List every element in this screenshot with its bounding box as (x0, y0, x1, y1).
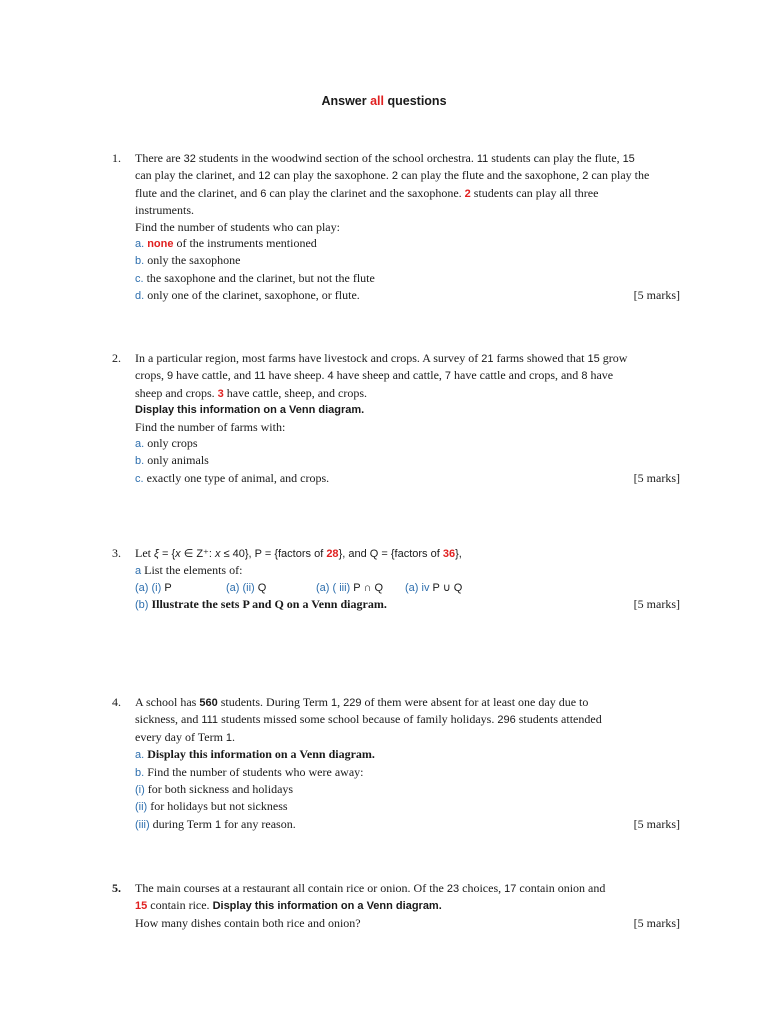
question-text: can play the clarinet, and 12 can play the saxophone. 2 can play the flute and the saxophone, 2 can play the (135, 168, 650, 183)
question-text: flute and the clarinet, and 6 can play the clarinet and the saxophone. 2 students can play all three (135, 185, 599, 200)
question-number: 1. (112, 151, 121, 165)
sub-question-b: b. only animals (135, 453, 209, 468)
question-text: 15 contain rice. Display this information on a Venn diagram. (135, 898, 442, 913)
sub-question-a-iii: (a) ( iii) P ∩ Q (316, 581, 383, 594)
sub-question-d: d. only one of the clarinet, saxophone, or flute. [5 marks] (135, 288, 680, 303)
question-text: every day of Term 1. (135, 729, 236, 744)
question-number: 2. (112, 351, 121, 365)
sub-question-b: b. Find the number of students who were away: (135, 764, 364, 779)
question-text: A school has 560 students. During Term 1, 229 of them were absent for at least one day due to (135, 695, 589, 709)
question-text: instruments. (135, 203, 194, 218)
question-number: 5. (112, 881, 121, 895)
question-text: In a particular region, most farms have livestock and crops. A survey of 21 farms showed that 15 grow (135, 351, 628, 365)
sub-question-list (135, 580, 680, 596)
question-number: 3. (112, 546, 121, 560)
sub-question-b-ii: (ii) for holidays but not sickness (135, 799, 288, 814)
marks-label: [5 marks] (633, 915, 680, 930)
question-text: There are 32 students in the woodwind section of the school orchestra. 11 students can play the flute, 15 (135, 151, 635, 165)
question-text: The main courses at a restaurant all contain rice or onion. Of the 23 choices, 17 contain onion and (135, 881, 606, 895)
question-text: sheep and crops. 3 have cattle, sheep, and crops. (135, 385, 368, 400)
sub-question-a: a. only crops (135, 436, 198, 451)
question-5 (112, 880, 680, 931)
marks-label: [5 marks] (633, 597, 680, 612)
sub-question-c: c. the saxophone and the clarinet, but not the flute (135, 270, 375, 285)
sub-question-a: a. Display this information on a Venn diagram. (135, 747, 375, 762)
question-prompt: a List the elements of: (135, 563, 243, 578)
sub-question-c: c. exactly one type of animal, and crops. [5 marks] (135, 470, 680, 485)
marks-label: [5 marks] (633, 470, 680, 485)
sub-question-a-ii: (a) (ii) Q (226, 581, 267, 594)
sub-question-b-i: (i) for both sickness and holidays (135, 782, 294, 797)
sub-question-a-i: (a) (i) P (135, 581, 172, 594)
question-2 (112, 350, 680, 487)
question-text: Let ξ = {x ∈ Z⁺: x ≤ 40}, P = {factors of 28}, and Q = {factors of 36}, (135, 546, 462, 560)
sub-question-b: (b) Illustrate the sets P and Q on a Venn diagram. [5 marks] (135, 597, 680, 612)
question-text: crops, 9 have cattle, and 11 have sheep. 4 have sheep and cattle, 7 have cattle and crops, and 8 have (135, 368, 614, 383)
question-prompt: Find the number of farms with: (135, 419, 286, 434)
page-title: Answer all questions (321, 94, 447, 108)
sub-question-a: a. none of the instruments mentioned (135, 236, 317, 251)
question-number: 4. (112, 695, 121, 709)
question-1 (112, 150, 680, 305)
question-3 (112, 545, 680, 614)
instruction-text: Display this information on a Venn diagram. (135, 404, 365, 417)
sub-question-a-iv: (a) iv P ∪ Q (405, 581, 463, 594)
sub-question-b: b. only the saxophone (135, 253, 241, 268)
question-prompt: Find the number of students who can play: (135, 219, 340, 234)
question-text: sickness, and 111 students missed some school because of family holidays. 296 students attended (135, 712, 602, 727)
question-4 (112, 694, 680, 833)
title-emphasis: all (370, 94, 385, 108)
sub-question-b-iii: (iii) during Term 1 for any reason. [5 marks] (135, 816, 680, 831)
marks-label: [5 marks] (633, 816, 680, 831)
question-prompt: How many dishes contain both rice and onion? [5 marks] (135, 915, 680, 930)
marks-label: [5 marks] (633, 288, 680, 303)
